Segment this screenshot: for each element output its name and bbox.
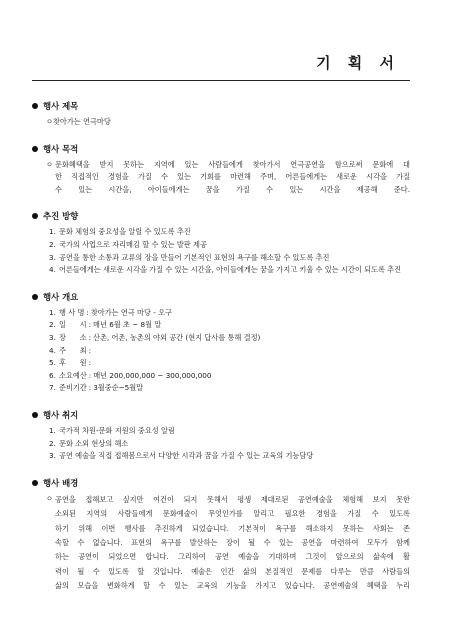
overview-label: 일 시 <box>59 320 87 330</box>
overview-label: 준비기간 <box>59 383 87 393</box>
section-heading: 추진 방향 <box>32 210 410 222</box>
section-heading: 행사 제목 <box>32 100 410 112</box>
title-underline <box>32 80 410 81</box>
section-event-purpose <box>32 143 410 197</box>
section-heading: 행사 배경 <box>32 477 410 489</box>
overview-value: 매년 200,000,000 ~ 300,000,000 <box>93 370 212 380</box>
paragraph-line: 하기 위해 이번 행사를 추진하게 되었습니다. 기본적이 욕구를 해소하지 못하는 사회는 존 <box>55 523 410 533</box>
overview-row: 6. 소요예산 : 매년 200,000,000 ~ 300,000,000 <box>49 370 410 383</box>
paragraph-line: 수 있는 시간을, 아이들에게는 꿈을 가질 수 있는 시간을 제공해 준다. <box>55 184 410 194</box>
purpose-paragraph <box>46 159 410 197</box>
bullet-icon <box>32 480 38 486</box>
overview-label: 행 사 명 <box>59 307 85 317</box>
list-item: 1. 국가적 차원-문화 지원의 중요성 알림 <box>49 425 175 435</box>
overview-row: 3. 장 소 : 산촌, 어촌, 농촌의 야외 공간 (현지 답사를 통해 결정) <box>49 332 410 345</box>
paragraph-line: 한 직접적인 경험을 가질 수 있는 기회를 마련해 주며, 어른들에게는 새로운 시각을 가질 <box>55 172 410 182</box>
paragraph-line: 속할 수 없습니다. 표현의 욕구를 발산하는 장이 될 수 있는 공연을 마련하여 모두가 함께 <box>55 537 410 547</box>
paragraph-line: 력이 될 수 있도록 할 것입니다. 예술은 인간 삶의 본질적인 문제를 다루는 만큼 사람들의 <box>55 566 410 576</box>
bullet-icon <box>32 294 38 300</box>
circle-mark: ㅇ <box>46 493 53 503</box>
overview-row: 1. 행 사 명 : 찾아가는 연극 마당 - 오구 <box>49 307 410 320</box>
overview-row: 7. 준비기간 : 3월중순~5월말 <box>49 382 410 395</box>
bullet-icon <box>32 412 38 418</box>
title-block <box>32 52 410 81</box>
paragraph-line: 소외된 지역의 사람들에게 문화예술이 무엇인가를 알리고 필요한 경험을 가질 수 있도록 <box>55 509 410 519</box>
paragraph-line: 공연을 접해보고 싶지만 여건이 되지 못해서 평생 제대로된 공연예술을 체험해 보지 못한 <box>55 494 410 504</box>
overview-row: 2. 일 시 : 매년 6월 초 ~ 8월 말 <box>49 319 410 332</box>
overview-label: 소요예산 <box>59 370 87 380</box>
section-heading: 행사 개요 <box>32 291 410 303</box>
document-body <box>32 100 410 608</box>
overview-value: 3월중순~5월말 <box>93 383 144 393</box>
section-overview <box>32 291 410 395</box>
event-title-text: ㅇ찾아가는 연극마당 <box>46 117 111 126</box>
overview-row: 4. 주 최 : <box>49 345 410 358</box>
overview-label: 주 최 <box>59 345 87 355</box>
overview-value: 찾아가는 연극 마당 - 오구 <box>90 307 172 317</box>
list-item: 3. 공연 예술을 직접 접해봄으로서 다양한 시각과 꿈을 가질 수 있는 교육의 기능담당 <box>49 451 314 461</box>
overview-row: 5. 후 원 : <box>49 357 410 370</box>
paragraph-line: 삶의 모습을 변화하게 할 수 있는 교육의 기능을 가지고 있습니다. 공연예술의 혜택을 누리 <box>55 581 410 591</box>
circle-mark: ㅇ <box>46 159 53 169</box>
list-item: 3. 공연을 통한 소통과 교류의 장을 만들어 기본적인 표현의 욕구를 해소할 수 있도록 추진 <box>49 252 330 262</box>
document-title: 기 획 서 <box>316 54 400 72</box>
list-item: 4. 어른들에게는 새로운 시각을 가질 수 있는 시간을, 아이들에게는 꿈을 가지고 키울 수 있는 시간이 되도록 추진 <box>49 265 402 275</box>
list-item: 2. 국가의 사업으로 자리매김 할 수 있는 발판 제공 <box>49 239 207 249</box>
section-heading: 행사 목적 <box>32 143 410 155</box>
section-intent <box>32 409 410 463</box>
bullet-icon <box>32 146 38 152</box>
paragraph-line: 하는 공연이 되었으면 합니다. 그리하여 공연 예술을 기대하며 그것이 앞으로의 삶속에 활 <box>55 552 410 562</box>
overview-label: 장 소 <box>59 332 87 342</box>
section-direction <box>32 210 410 276</box>
overview-value <box>93 357 410 370</box>
bullet-icon <box>32 213 38 219</box>
overview-value: 매년 6월 초 ~ 8월 말 <box>93 320 162 330</box>
overview-value <box>93 345 410 358</box>
paragraph-line: 문화혜택을 받지 못하는 지역에 있는 사람들에게 찾아가서 연극공연을 함으로써 문화에 대 <box>55 159 410 169</box>
list-item: 2. 문화 소외 현상의 해소 <box>49 438 129 448</box>
overview-value: 산촌, 어촌, 농촌의 야외 공간 (현지 답사를 통해 결정) <box>93 332 261 342</box>
section-event-title <box>32 100 410 129</box>
section-background <box>32 477 410 594</box>
list-item: 1. 문화 체험의 중요성을 알릴 수 있도록 추진 <box>49 227 191 237</box>
section-heading: 행사 취지 <box>32 409 410 421</box>
background-paragraph <box>46 493 410 594</box>
overview-label: 후 원 <box>59 358 87 368</box>
bullet-icon <box>32 103 38 109</box>
